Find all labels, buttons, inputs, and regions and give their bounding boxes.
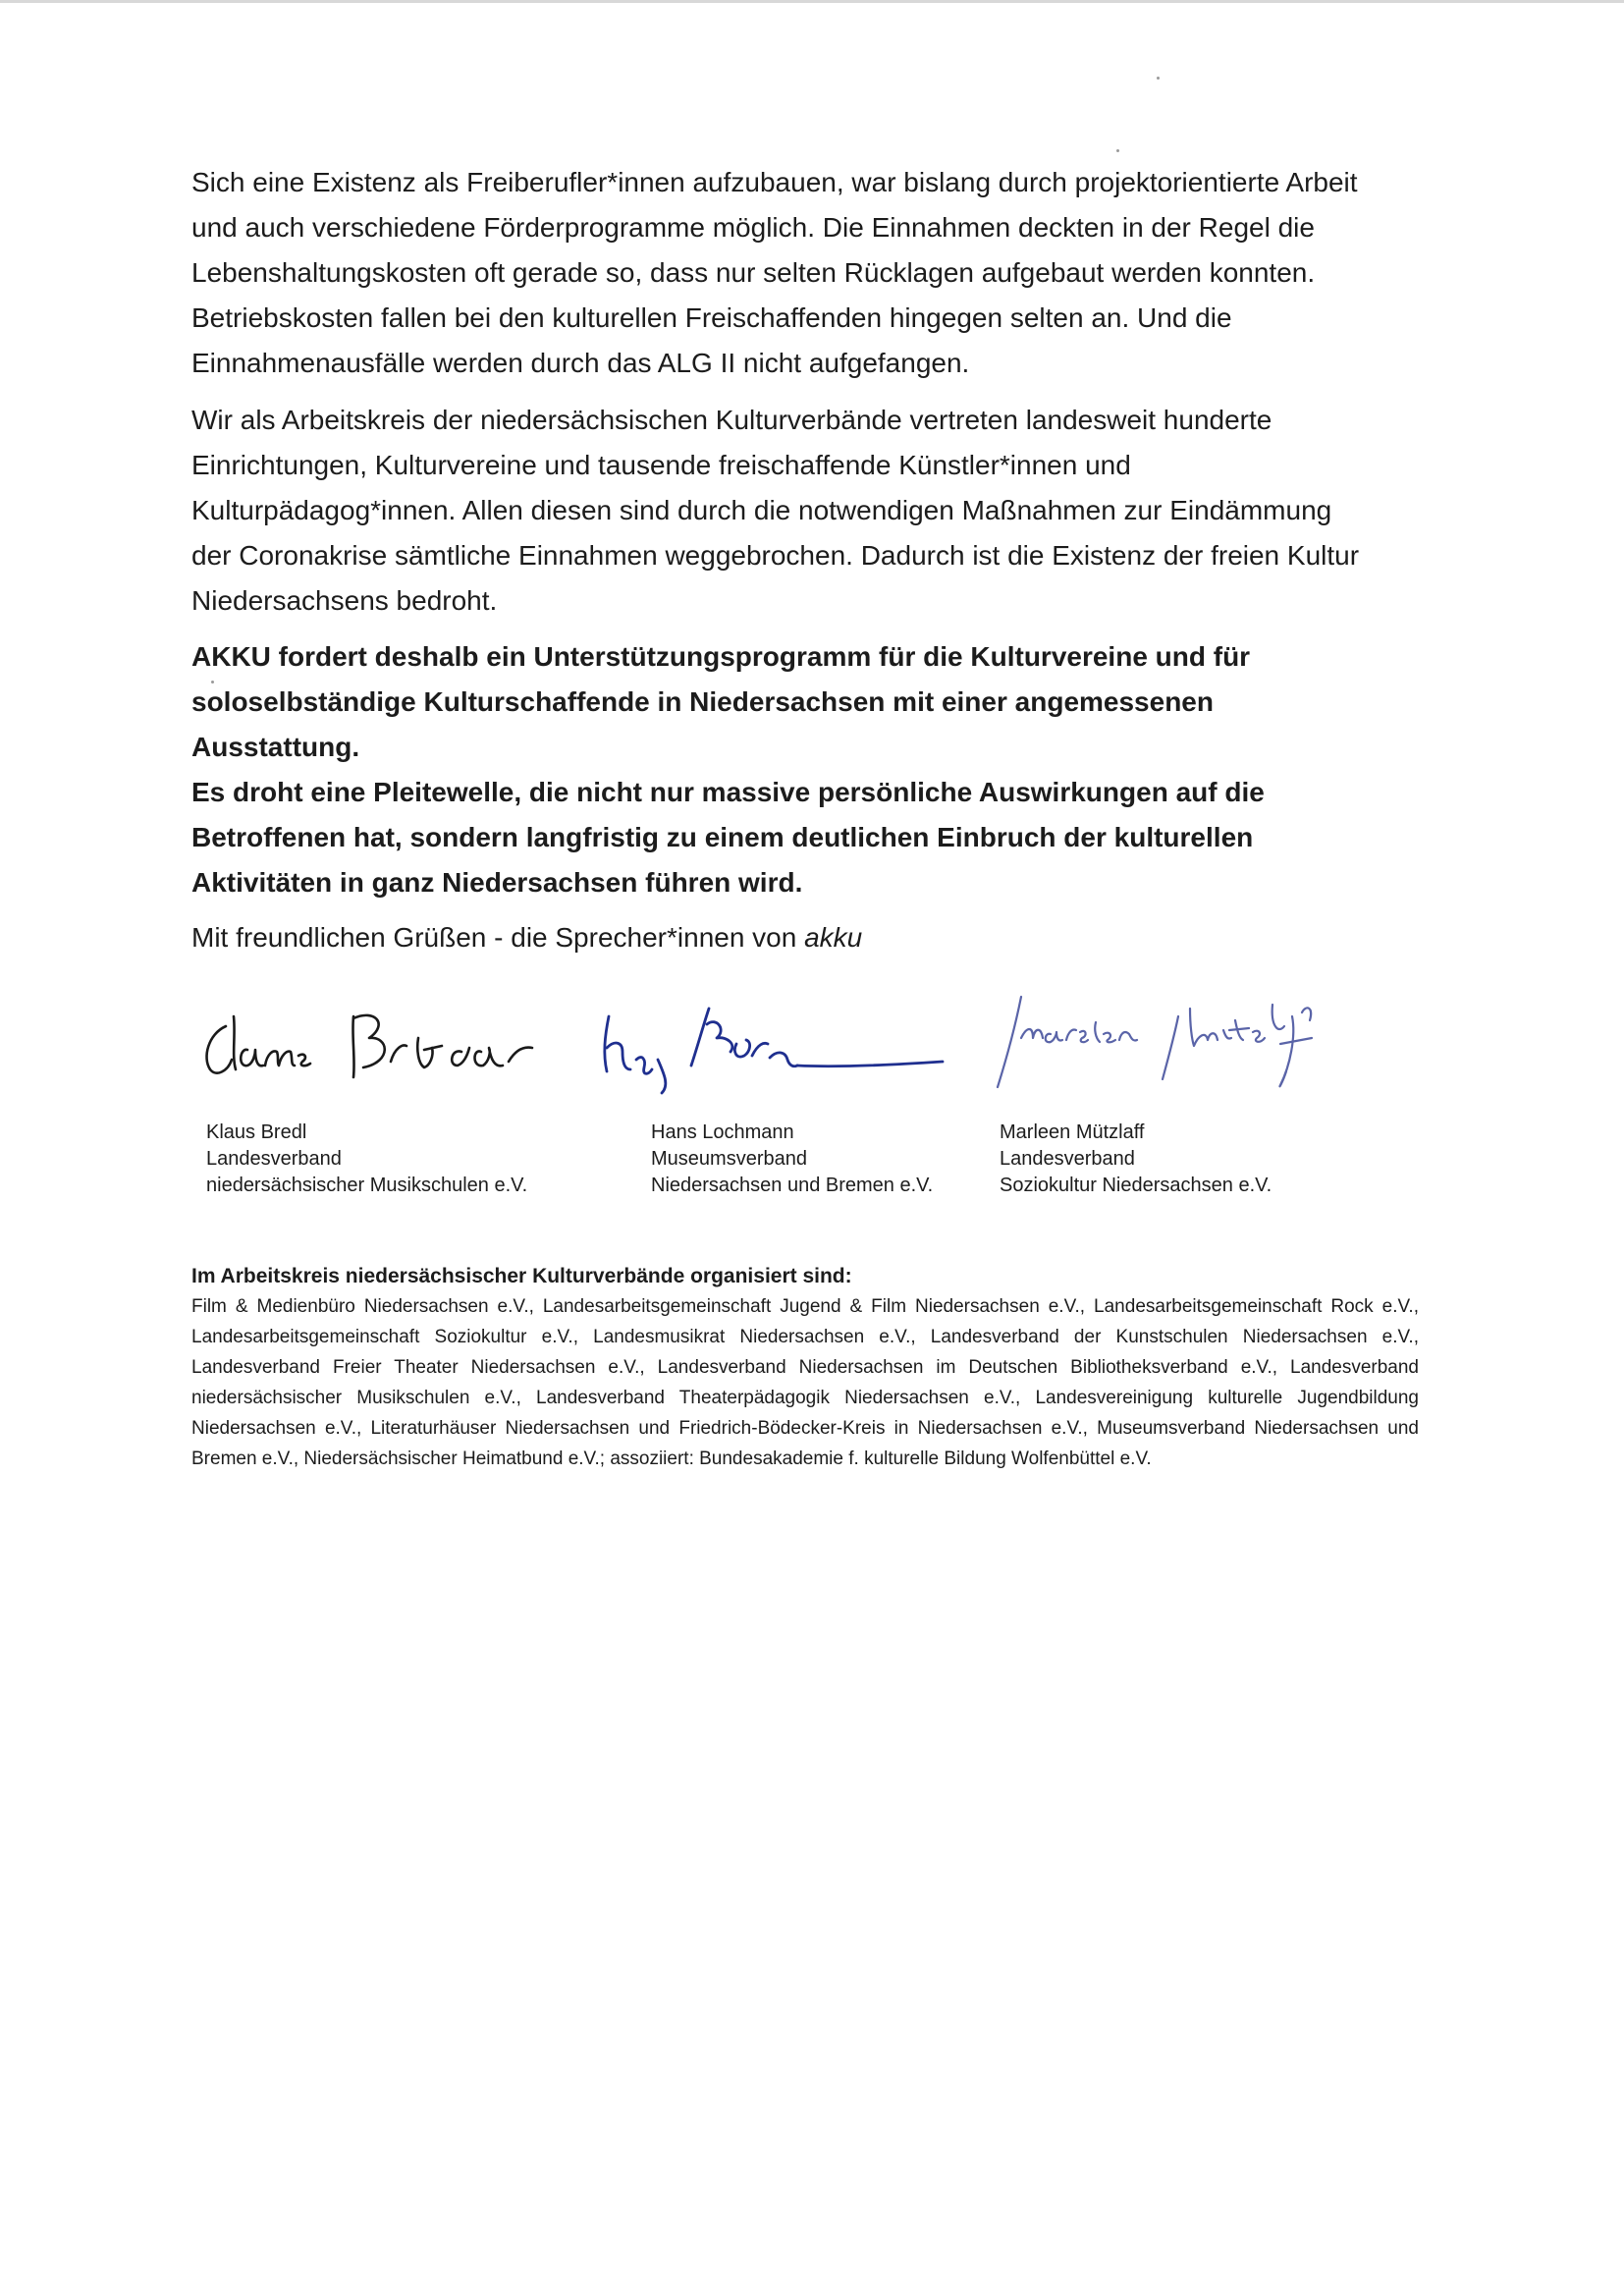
paragraph-demand (191, 634, 1370, 905)
closing-org: akku (804, 922, 863, 953)
signer-name: Hans Lochmann (651, 1121, 794, 1143)
signer-org-line: niedersächsischer Musikschulen e.V. (206, 1175, 528, 1196)
signer-name: Marleen Mützlaff (1000, 1121, 1145, 1143)
paragraph-impact (191, 398, 1370, 624)
signer-marleen-muetzlaff (1000, 1120, 1272, 1199)
members-heading: Im Arbeitskreis niedersächsischer Kulturverbände organisiert sind: (191, 1265, 852, 1287)
member-organizations (191, 1262, 1419, 1474)
signer-name: Klaus Bredl (206, 1121, 307, 1143)
demand-text: AKKU fordert deshalb ein Unterstützungsprogramm für die Kulturvereine und für soloselbständige Kulturschaffende in Niedersachsen mit einer angemessenen Ausstattung. (191, 641, 1251, 762)
paragraph-funding (191, 160, 1370, 386)
signature-hans-lochmann (589, 987, 952, 1095)
paragraph-text: Wir als Arbeitskreis der niedersächsischen Kulturverbände vertreten landesweit hunderte Einrichtungen, Kulturvereine und tausende freischaffende Künstler*innen und Kulturpädagog*innen. Allen diesen sind durch die notwendigen Maßnahmen zur Eindämmung der Coronakrise sämtliche Einnahmen weggebrochen. Dadurch ist die Existenz der freien Kultur Niedersachsens bedroht. (191, 405, 1360, 616)
signer-hans-lochmann (651, 1120, 933, 1199)
signer-org-line: Landesverband (1000, 1148, 1135, 1170)
signer-org-line: Museumsverband (651, 1148, 807, 1170)
paragraph-text: Sich eine Existenz als Freiberufler*innen aufzubauen, war bislang durch projektorientierte Arbeit und auch verschiedene Förderprogramme möglich. Die Einnahmen deckten in der Regel die Lebenshaltungskosten oft gerade so, dass nur selten Rücklagen aufgebaut werden konnten. Betriebskosten fallen bei den kulturellen Freischaffenden hingegen selten an. Und die Einnahmenausfälle werden durch das ALG II nicht aufgefangen. (191, 167, 1358, 378)
members-list: Film & Medienbüro Niedersachsen e.V., Landesarbeitsgemeinschaft Jugend & Film Niedersachsen e.V., Landesarbeitsgemeinschaft Rock e.V., Landesarbeitsgemeinschaft Soziokultur e.V., Landesmusikrat Niedersachsen e.V., Landesverband der Kunstschulen Niedersachsen e.V., Landesverband Freier Theater Niedersachsen e.V., Landesverband Niedersachsen im Deutschen Bibliotheksverband e.V., Landesverband niedersächsischer Musikschulen e.V., Landesverband Theaterpädagogik Niedersachsen e.V., Landesvereinigung kulturelle Jugendbildung Niedersachsen e.V., Literaturhäuser Niedersachsen und Friedrich-Bödecker-Kreis in Niedersachsen e.V., Museumsverband Niedersachsen und Bremen e.V., Niedersächsischer Heimatbund e.V.; assoziiert: Bundesakademie f. kulturelle Bildung Wolfenbüttel e.V. (191, 1296, 1419, 1469)
signer-org-line: Soziokultur Niedersachsen e.V. (1000, 1175, 1272, 1196)
scan-edge (0, 0, 1624, 3)
warning-text: Es droht eine Pleitewelle, die nicht nur massive persönliche Auswirkungen auf die Betroffenen hat, sondern langfristig zu einem deutlichen Einbruch der kulturellen Aktivitäten in ganz Niedersachsen führen wird. (191, 777, 1265, 898)
closing-line (191, 918, 862, 957)
scan-speck (1157, 77, 1160, 80)
scan-speck (1116, 149, 1119, 152)
signer-klaus-bredl (206, 1120, 527, 1199)
closing-text: Mit freundlichen Grüßen - die Sprecher*innen von (191, 922, 805, 953)
signature-klaus-bredl (196, 987, 550, 1095)
signer-org-line: Niedersachsen und Bremen e.V. (651, 1175, 934, 1196)
signer-org-line: Landesverband (206, 1148, 342, 1170)
signature-marleen-muetzlaff (972, 987, 1335, 1095)
